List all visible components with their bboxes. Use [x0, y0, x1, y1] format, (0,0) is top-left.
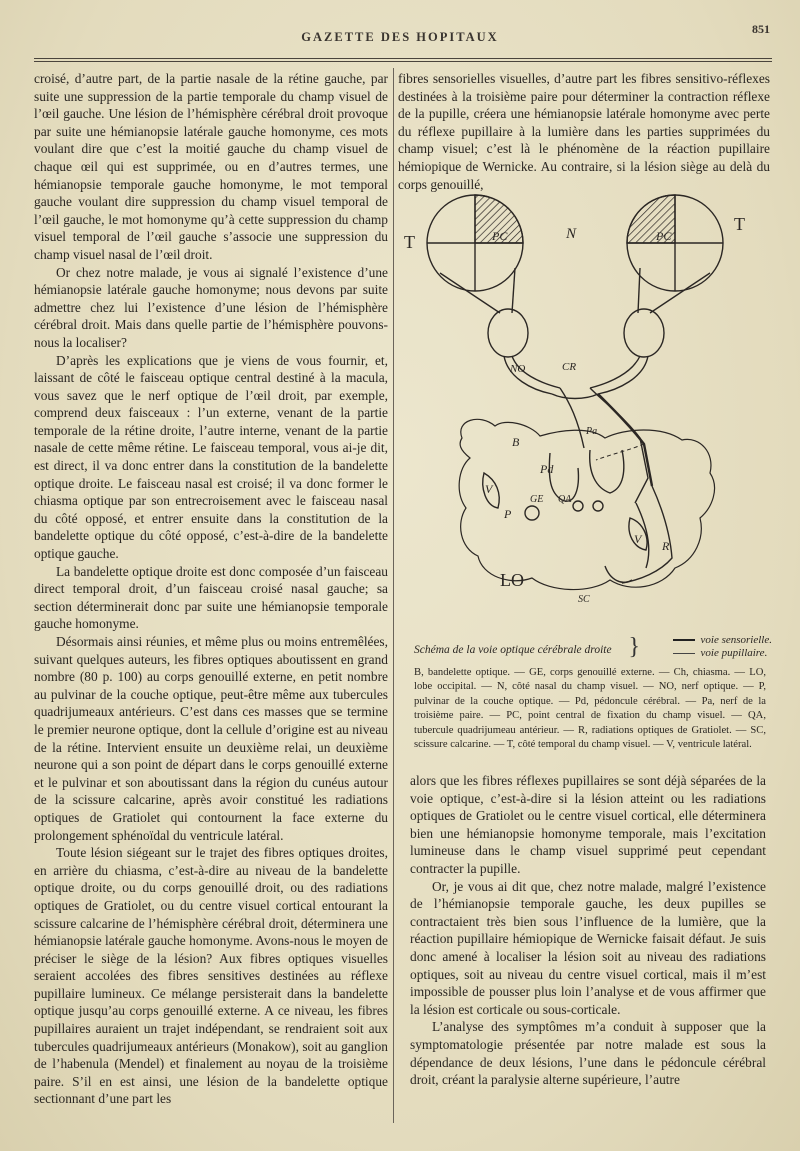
- caption-title: Schéma de la voie optique cérébrale droite: [414, 644, 612, 656]
- label-N: N: [566, 226, 577, 242]
- brain-outline: [459, 419, 714, 589]
- label-Pa: Pa: [586, 426, 598, 437]
- calcarine-fissure: [605, 566, 632, 582]
- header-rule-double: [34, 61, 772, 62]
- paragraph: L’analyse des symptômes m’a conduit à supposer que la symptomatologie présentée par notre malade est sous la dépendance de deux lésions, l’une dans le pédoncule cérébral droit, créant la paralysie alterne supérieure, l’autre: [410, 1019, 766, 1088]
- label-PC-left: PC: [492, 229, 508, 243]
- paragraph: Toute lésion siégeant sur le trajet des fibres optiques droites, en arrière du chiasma, c’est-à-dire au niveau de la bandelette optique droite, ou du corps genouillé droit, ou des radiations optiques de Gratiolet, ou du centre visuel cortical entourant la scissure calcarine de l’hémisphère cérébral droit, déterminera une hémianopsie latérale gauche homonyme. Avons-nous le moyen de préciser le siège de la lésion? Aux fibres optiques visuelles seraient accolées des fibres sensitives destinées au réflexe pupillaire lumineux. Ce mélange persisterait dans la bandelette optique jusqu’au corps genouillé externe. A ce niveau, les fibres pupillaires auraient un trajet indépendant, se rendraient soit aux tubercules quadrijumeaux antérieurs (Monakow), soit au ganglion de l’habenula (Mendel) et finalement au noyau de la troisième paire. S’il en est ainsi, une lésion de la bandelette optique sectionnant d’une part les: [34, 845, 388, 1107]
- label-CR: CR: [562, 361, 577, 373]
- header-rule: [34, 58, 772, 59]
- label-NO: NO: [510, 363, 526, 375]
- paragraph: croisé, d’autre part, de la partie nasale de la rétine gauche, par suite une suppression de la partie temporale du champ visuel de l’œil gauche. Une lésion de l’hémisphère cérébral droit provoque par suite une hémianopsie latérale gauche homonyme, ces mots voulant dire que c’est la moitié gauche du champ visuel de chaque œil qui est supprimée, ou en d’autres termes, une hémianopsie temporale gauche homonyme, le mot temporal gauche voulant dire suppression du champ visuel temporal de l’œil gauche, le mot homonyme qu’à cette suppression du champ visuel temporal de l’œil gauche s’associe une suppression du champ visuel nasal de l’œil droit.: [34, 71, 388, 262]
- label-T-left: T: [404, 232, 415, 252]
- label-LO: LO: [500, 570, 524, 590]
- label-GE: GE: [530, 494, 544, 505]
- label-R: R: [662, 539, 670, 553]
- running-title: GAZETTE DES HOPITAUX: [301, 30, 499, 44]
- optic-pathway-diagram: [400, 188, 772, 608]
- label-QA: QA: [558, 494, 572, 505]
- label-P: P: [504, 507, 512, 521]
- paragraph: Or chez notre malade, je vous ai signalé l’existence d’une hémianopsie latérale gauche homonyme; nous devons par suite admettre chez lui l’existence d’une lésion de l’hémisphère cérébral droit. Mais dans quelle partie de l’hémisphère pouvons-nous la localiser?: [34, 264, 388, 350]
- figure-key: B, bandelette optique. — GE, corps genouillé externe. — Ch, chiasma. — LO, lobe occipital. — N, côté nasal du champ visuel. — NO, nerf optique. — P, pulvinar de la couche optique. — Pd, pédoncule cérébral. — Pa, nerf de la troisième paire. — PC, point central de fixation du champ visuel. — QA, tubercule quadrijumeau antérieur. — R, radiations optiques de Gratiolet. — SC, scissure calcarine. — T, côté temporal du champ visuel. — V, ventricule latéral.: [414, 667, 766, 751]
- left-column: [34, 70, 388, 1108]
- paragraph: D’après les explications que je viens de vous fournir, et, laissant de côté le faisceau optique central destiné à la macula, vous savez que le nerf optique de l’œil droit, par exemple, comprend deux faisceaux : l’un externe, venant de la partie temporale de la rétine droite, l’autre interne, venant de la partie nasale de cette même rétine. Le faisceau temporal, vous ai-je dit, est direct, il va donc entrer dans la constitution de la bandelette optique droite. Le faisceau nasal est croisé; il va donc former le chiasma optique par son entrecroisement avec le faisceau nasal du côté opposé, et entrer ensuite dans la constitution de la bandelette optique du côté opposé, c’est-à-dire de la bandelette optique gauche.: [34, 352, 388, 562]
- paragraph: Or, je vous ai dit que, chez notre malade, malgré l’existence de l’hémianopsie temporale gauche, les deux pupilles se contractaient très bien sous l’influence de la lumière, que la réaction pupillaire hémiopique de Wernicke faisait défaut. Je suis donc amené à localiser la lésion soit au niveau des radiations optiques, soit au niveau du centre visuel cortical, mais il m’est impossible de pousser plus loin l’analyse et de vous affirmer que la lésion est corticale ou sous-corticale.: [410, 878, 766, 1017]
- eye-right: [624, 309, 664, 357]
- paragraph: fibres sensorielles visuelles, d’autre part les fibres sensitivo-réflexes destinées à la troisième paire pour déterminer la contraction réflexe de la pupille, créera une hémianopsie latérale homonyme avec perte du réflexe pupillaire à la lumière dans les parties supprimées du champ visuel; c’est là le phénomène de la réaction pupillaire hémiopique de Wernicke. Au contraire, si la lésion siège au delà du corps genouillé,: [398, 71, 770, 192]
- legend-entry: voie pupillaire.: [673, 647, 772, 660]
- figure-legend: [673, 634, 772, 660]
- label-V-left: V: [485, 482, 493, 496]
- label-V-right: V: [634, 532, 642, 546]
- label-Pd: Pd: [540, 462, 554, 476]
- label-SC: SC: [578, 594, 590, 605]
- legend-brace: }: [628, 634, 640, 660]
- chiasma: [552, 394, 598, 399]
- column-divider: [393, 68, 394, 1123]
- right-column-bottom: [410, 772, 766, 1089]
- label-PC-right: PC: [656, 229, 672, 243]
- label-T-right: T: [734, 214, 745, 234]
- page-number: 851: [752, 22, 770, 36]
- optic-nerve-right: [590, 356, 640, 388]
- right-column-top: [398, 70, 770, 193]
- paragraph: alors que les fibres réflexes pupillaires se sont déjà séparées de la voie optique, c’est-à-dire si la lésion atteint ou les radiations optiques de Gratiolet ou le centre visuel cortical, elle déterminera bien une hémianopsie homonyme temporale, mais l’excitation lumineuse dans le champ visuel supprimé peut cependant contracter la pupille.: [410, 773, 766, 876]
- label-B: B: [512, 435, 520, 449]
- paragraph: Désormais ainsi réunies, et même plus ou moins entremêlées, suivant quelques auteurs, les fibres optiques aboutissent en grand nombre (80 p. 100) au corps genouillé externe, en petit nombre au pulvinar de la couche optique, peut-être même aux tubercules quadrijumeaux antérieurs. C’est dans ces masses que se termine le premier neurone optique, dont la cellule d’origine est au niveau de la rétine. Intervient ensuite un deuxième relai, un deuxième neurone qui a son point de départ dans le corps genouillé externe et le pulvinar et son aboutissant dans la région du cunéus autour de la scissure calcarine, après avoir constitué les radiations optiques de Gratiolet qui contournent la face externe du prolongement sphénoïdal du ventricule latéral.: [34, 634, 388, 843]
- eye-left: [488, 309, 528, 357]
- paragraph: La bandelette optique droite est donc composée d’un faisceau direct temporal droit, d’un faisceau croisé nasal gauche; sa section déterminerait donc par suite une hémianopsie temporale gauche homonyme.: [34, 563, 388, 632]
- legend-entry: voie sensorielle.: [673, 634, 772, 647]
- pupillary-pathway: [596, 444, 644, 460]
